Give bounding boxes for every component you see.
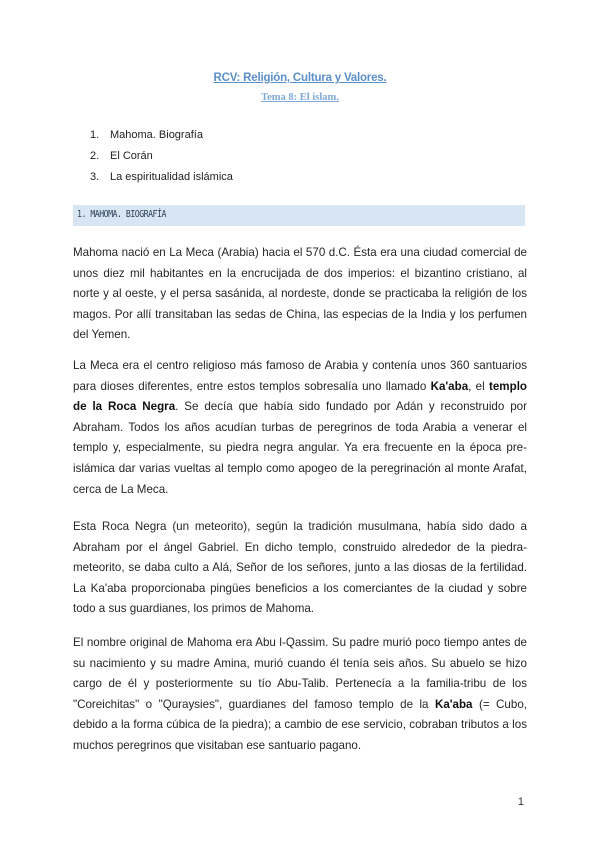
- paragraph-3: Esta Roca Negra (un meteorito), según la tradición musulmana, había sido dado a Abraham por el ángel Gabriel. En dicho templo, construido alrededor de la piedra-meteorito, se daba culto a Alá, Señor de los señores, junto a las diosas de la fertilidad. La Ka'aba proporcionaba pingües beneficios a los comerciantes de la ciudad y sobre todo a sus guardianes, los primos de Mahoma.: [73, 520, 527, 616]
- toc-item: [90, 149, 233, 170]
- page-number: 1: [517, 796, 524, 808]
- paragraph-1: Mahoma nació en La Meca (Arabia) hacia el 570 d.C. Ésta era una ciudad comercial de unos diez mil habitantes en la encrucijada de dos imperios: el bizantino cristiano, al norte y al oeste, y el persa sasánida, al nordeste, donde se practicaba la religión de los magos. Por allí transitaban las sedas de China, las especias de la India y los perfumen del Yemen.: [73, 246, 527, 342]
- toc-item-number: 2.: [90, 150, 100, 162]
- toc-item-number: 3.: [90, 171, 100, 183]
- section-heading: 1. MAHOMA. BIOGRAFÍA: [77, 209, 166, 220]
- toc-item-label: La espiritualidad islámica: [110, 171, 233, 183]
- toc-item-number: 1.: [90, 129, 100, 141]
- paragraph-4-text-a: El nombre original de Mahoma era Abu l-Qassim. Su padre murió poco tiempo antes de su nacimiento y su madre Amina, murió cuando él tenía seis años. Su abuelo se hizo cargo de él y posteriormente su tío Abu-Talib. Pertenecía a la familia-tribu de los "Coreichitas" o "Quraysies", guardianes del famoso templo de la: [73, 636, 527, 711]
- toc-item: [90, 128, 233, 149]
- kaaba-term: Ka'aba: [434, 697, 473, 711]
- toc-item-label: El Corán: [110, 150, 153, 162]
- toc-item-label: Mahoma. Biografía: [110, 129, 203, 141]
- paragraph-2: [73, 356, 527, 500]
- black-stone-temple-term: templo de la Roca Negra: [73, 379, 528, 414]
- paragraph-2-text-c: , el: [468, 379, 489, 393]
- toc-item: [90, 170, 233, 191]
- document-subtitle: Tema 8: El islam.: [261, 92, 339, 103]
- kaaba-term: Ka'aba: [430, 379, 469, 393]
- paragraph-2-text-a: La Meca era el centro religioso más famoso de Arabia y contenía unos 360 santuarios para dioses diferentes, entre estos templos sobresalía uno llamado: [73, 359, 527, 393]
- document-title: RCV: Religión, Cultura y Valores.: [213, 72, 387, 84]
- table-of-contents: [90, 128, 233, 191]
- paragraph-4: [73, 633, 527, 757]
- paragraph-2-text-d: . Se decía que había sido fundado por Adán y reconstruido por Abraham. Todos los años acudían turbas de peregrinos de toda Arabia a venerar el templo y, especialmente, su piedra negra angular. Ya era frecuente en la época pre-islámica dar varias vueltas al templo como apogeo de la peregrinación al monte Arafat, cerca de La Meca.: [73, 400, 527, 496]
- section-heading-bar: [73, 205, 525, 226]
- paragraph-4-text-c: (= Cubo, debido a la forma cúbica de la piedra); a cambio de ese servicio, cobraban tributos a los muchos peregrinos que visitaban ese santuario pagano.: [73, 697, 527, 752]
